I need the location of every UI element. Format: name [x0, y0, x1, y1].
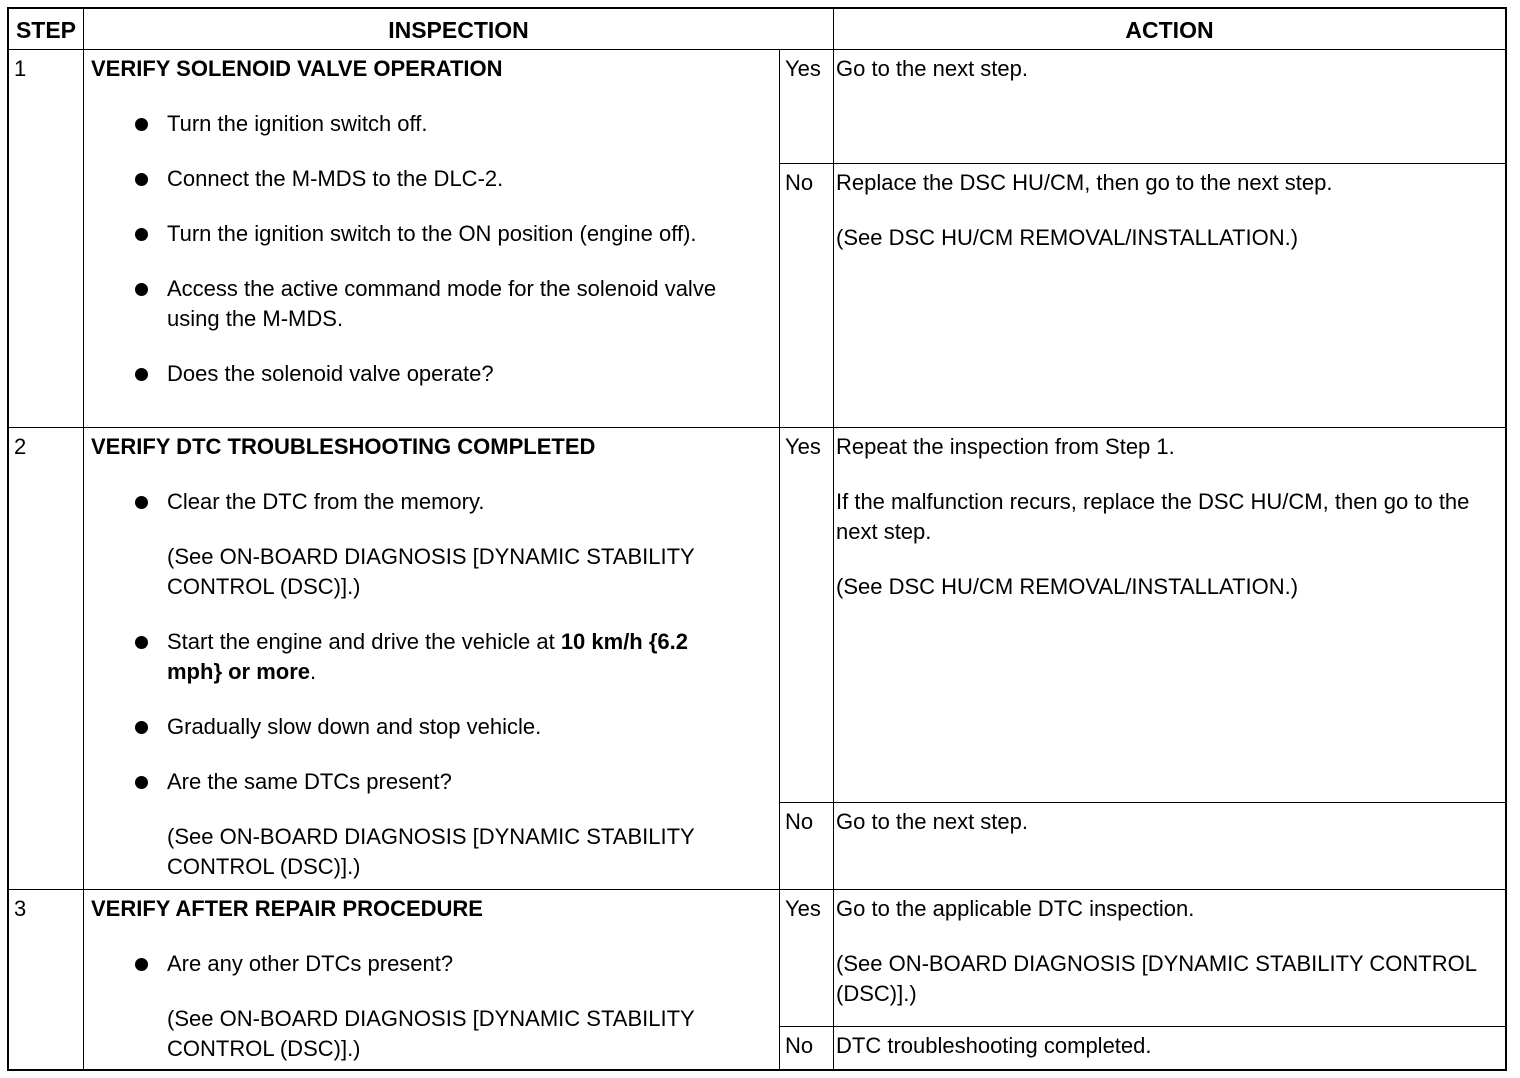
reference-note: (See ON-BOARD DIAGNOSIS [DYNAMIC STABILITY CONTROL (DSC)].)	[167, 824, 695, 879]
troubleshooting-table	[7, 7, 1507, 1071]
action-no: DTC troubleshooting completed.	[836, 1033, 1152, 1058]
step-title: VERIFY DTC TROUBLESHOOTING COMPLETED	[91, 434, 596, 459]
bullet-dot-icon	[135, 118, 148, 131]
action-yes: Go to the next step.	[834, 50, 1505, 164]
bullet-dot-icon	[135, 228, 148, 241]
header-step: STEP	[9, 9, 84, 50]
bullet-item: Clear the DTC from the memory.	[89, 487, 774, 517]
step-number: 2	[9, 428, 84, 890]
no-label: No	[780, 803, 834, 890]
step-number: 1	[9, 50, 84, 428]
action-yes: Repeat the inspection from Step 1. If the malfunction recurs, replace the DSC HU/CM, then go to the next step. (See DSC HU/CM REMOVAL/INSTALLATION.)	[834, 428, 1505, 803]
bullet-item: Turn the ignition switch off.	[89, 109, 774, 139]
bullet-dot-icon	[135, 958, 148, 971]
bullet-dot-icon	[135, 636, 148, 649]
yes-label: Yes	[780, 428, 834, 803]
bullet-dot-icon	[135, 283, 148, 296]
action-yes: Go to the applicable DTC inspection. (See ON-BOARD DIAGNOSIS [DYNAMIC STABILITY CONTROL (DSC)].)	[834, 890, 1505, 1027]
no-label: No	[780, 1027, 834, 1069]
step-title: VERIFY AFTER REPAIR PROCEDURE	[91, 896, 483, 921]
bullet-item: Are any other DTCs present?	[89, 949, 774, 979]
bullet-dot-icon	[135, 776, 148, 789]
yes-label: Yes	[780, 50, 834, 164]
reference-note: (See ON-BOARD DIAGNOSIS [DYNAMIC STABILITY CONTROL (DSC)].)	[167, 1006, 695, 1061]
bullet-dot-icon	[135, 368, 148, 381]
step-title: VERIFY SOLENOID VALVE OPERATION	[91, 56, 503, 81]
bullet-item: Does the solenoid valve operate?	[89, 359, 774, 389]
inspection-cell	[84, 890, 780, 1069]
bullet-item: Connect the M-MDS to the DLC-2.	[89, 164, 774, 194]
header-action: ACTION	[834, 9, 1505, 50]
bullet-dot-icon	[135, 496, 148, 509]
bullet-dot-icon	[135, 173, 148, 186]
bullet-item: Start the engine and drive the vehicle at 10 km/h {6.2 mph} or more.	[89, 627, 774, 687]
inspection-cell	[84, 50, 780, 428]
bullet-item: Gradually slow down and stop vehicle.	[89, 712, 774, 742]
inspection-cell	[84, 428, 780, 890]
no-label: No	[780, 164, 834, 428]
reference-note: (See ON-BOARD DIAGNOSIS [DYNAMIC STABILITY CONTROL (DSC)].)	[167, 544, 695, 599]
yes-label: Yes	[780, 890, 834, 1027]
header-inspection: INSPECTION	[84, 9, 834, 50]
action-no: Go to the next step.	[834, 803, 1505, 890]
bullet-dot-icon	[135, 721, 148, 734]
bullet-item: Access the active command mode for the solenoid valve using the M-MDS.	[89, 274, 774, 334]
action-no: Replace the DSC HU/CM, then go to the next step. (See DSC HU/CM REMOVAL/INSTALLATION.)	[834, 164, 1505, 428]
bullet-item: Are the same DTCs present?	[89, 767, 774, 797]
bullet-item: Turn the ignition switch to the ON position (engine off).	[89, 219, 774, 249]
step-number: 3	[9, 890, 84, 1069]
